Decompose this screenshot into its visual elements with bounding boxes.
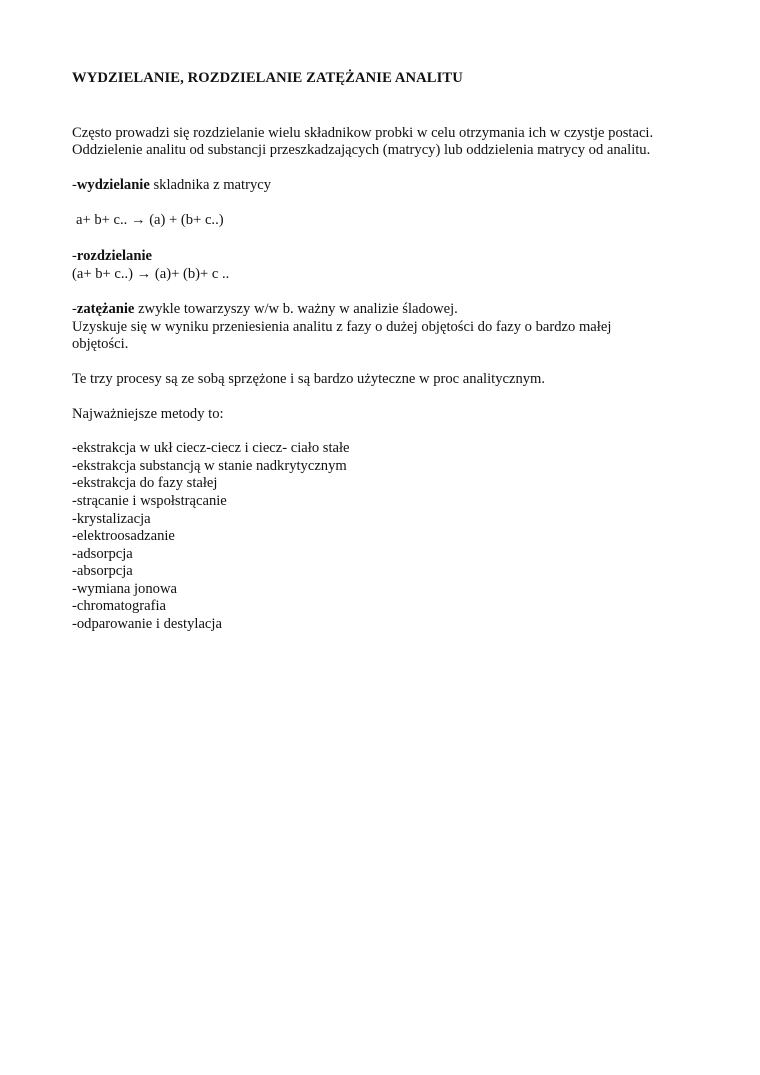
- intro-line-1: Często prowadzi się rozdzielanie wielu składnikow probki w celu otrzymania ich w czystje postaci.: [72, 124, 654, 141]
- zatezanie-line-3: objętości.: [72, 336, 129, 353]
- rozdzielanie-formula: (a+ b+ c..) → (a)+ (b)+ c ..: [72, 265, 230, 282]
- list-item: -krystalizacja: [72, 510, 151, 527]
- list-item: -elektroosadzanie: [72, 528, 175, 545]
- zatezanie-description: zwykle towarzyszy w/w b. ważny w analizie śladowej.: [134, 301, 458, 318]
- intro-line-2: Oddzielenie analitu od substancji przeszkadzających (matrycy) lub oddzielenia matrycy od analitu.: [72, 142, 651, 159]
- zatezanie-term: zatężanie: [76, 301, 135, 318]
- rozdzielanie-term: rozdzielanie: [76, 247, 152, 264]
- list-item: -ekstrakcja w ukł ciecz-ciecz i ciecz- ciało stałe: [72, 440, 350, 457]
- rozdzielanie-prefix: -: [72, 247, 77, 264]
- zatezanie-line-2: Uzyskuje się w wyniku przeniesienia analitu z fazy o dużej objętości do fazy o bardzo małej: [72, 318, 612, 335]
- wydzielanie-description: skladnika z matrycy: [149, 176, 272, 193]
- zatezanie-prefix: -: [72, 301, 77, 318]
- summary-paragraph: Te trzy procesy są ze sobą sprzężone i są bardzo użyteczne w proc analitycznym.: [72, 370, 546, 387]
- document-title: WYDZIELANIE, ROZDZIELANIE ZATĘŻANIE ANALITU: [72, 70, 463, 86]
- list-item: -chromatografia: [72, 598, 166, 615]
- methods-intro: Najważniejsze metody to:: [72, 405, 224, 422]
- list-item: -ekstrakcja substancją w stanie nadkrytycznym: [72, 457, 347, 474]
- zatezanie-heading: [72, 301, 712, 319]
- wydzielanie-formula: a+ b+ c.. → (a) + (b+ c..): [76, 212, 224, 229]
- list-item: -strącanie i wspołstrącanie: [72, 492, 227, 509]
- list-item: -odparowanie i destylacja: [72, 616, 222, 633]
- document-body: [72, 70, 712, 648]
- rozdzielanie-section: [72, 248, 712, 283]
- wydzielanie-definition: [72, 177, 712, 195]
- methods-list: [72, 440, 712, 634]
- list-item: -absorpcja: [72, 563, 133, 580]
- wydzielanie-prefix: -: [72, 176, 77, 193]
- zatezanie-section: [72, 301, 712, 354]
- list-item: -ekstrakcja do fazy stałej: [72, 475, 218, 492]
- rozdzielanie-heading: [72, 248, 712, 266]
- list-item: -adsorpcja: [72, 545, 133, 562]
- wydzielanie-term: wydzielanie: [76, 176, 150, 193]
- list-item: -wymiana jonowa: [72, 580, 177, 597]
- intro-paragraph: [72, 125, 712, 160]
